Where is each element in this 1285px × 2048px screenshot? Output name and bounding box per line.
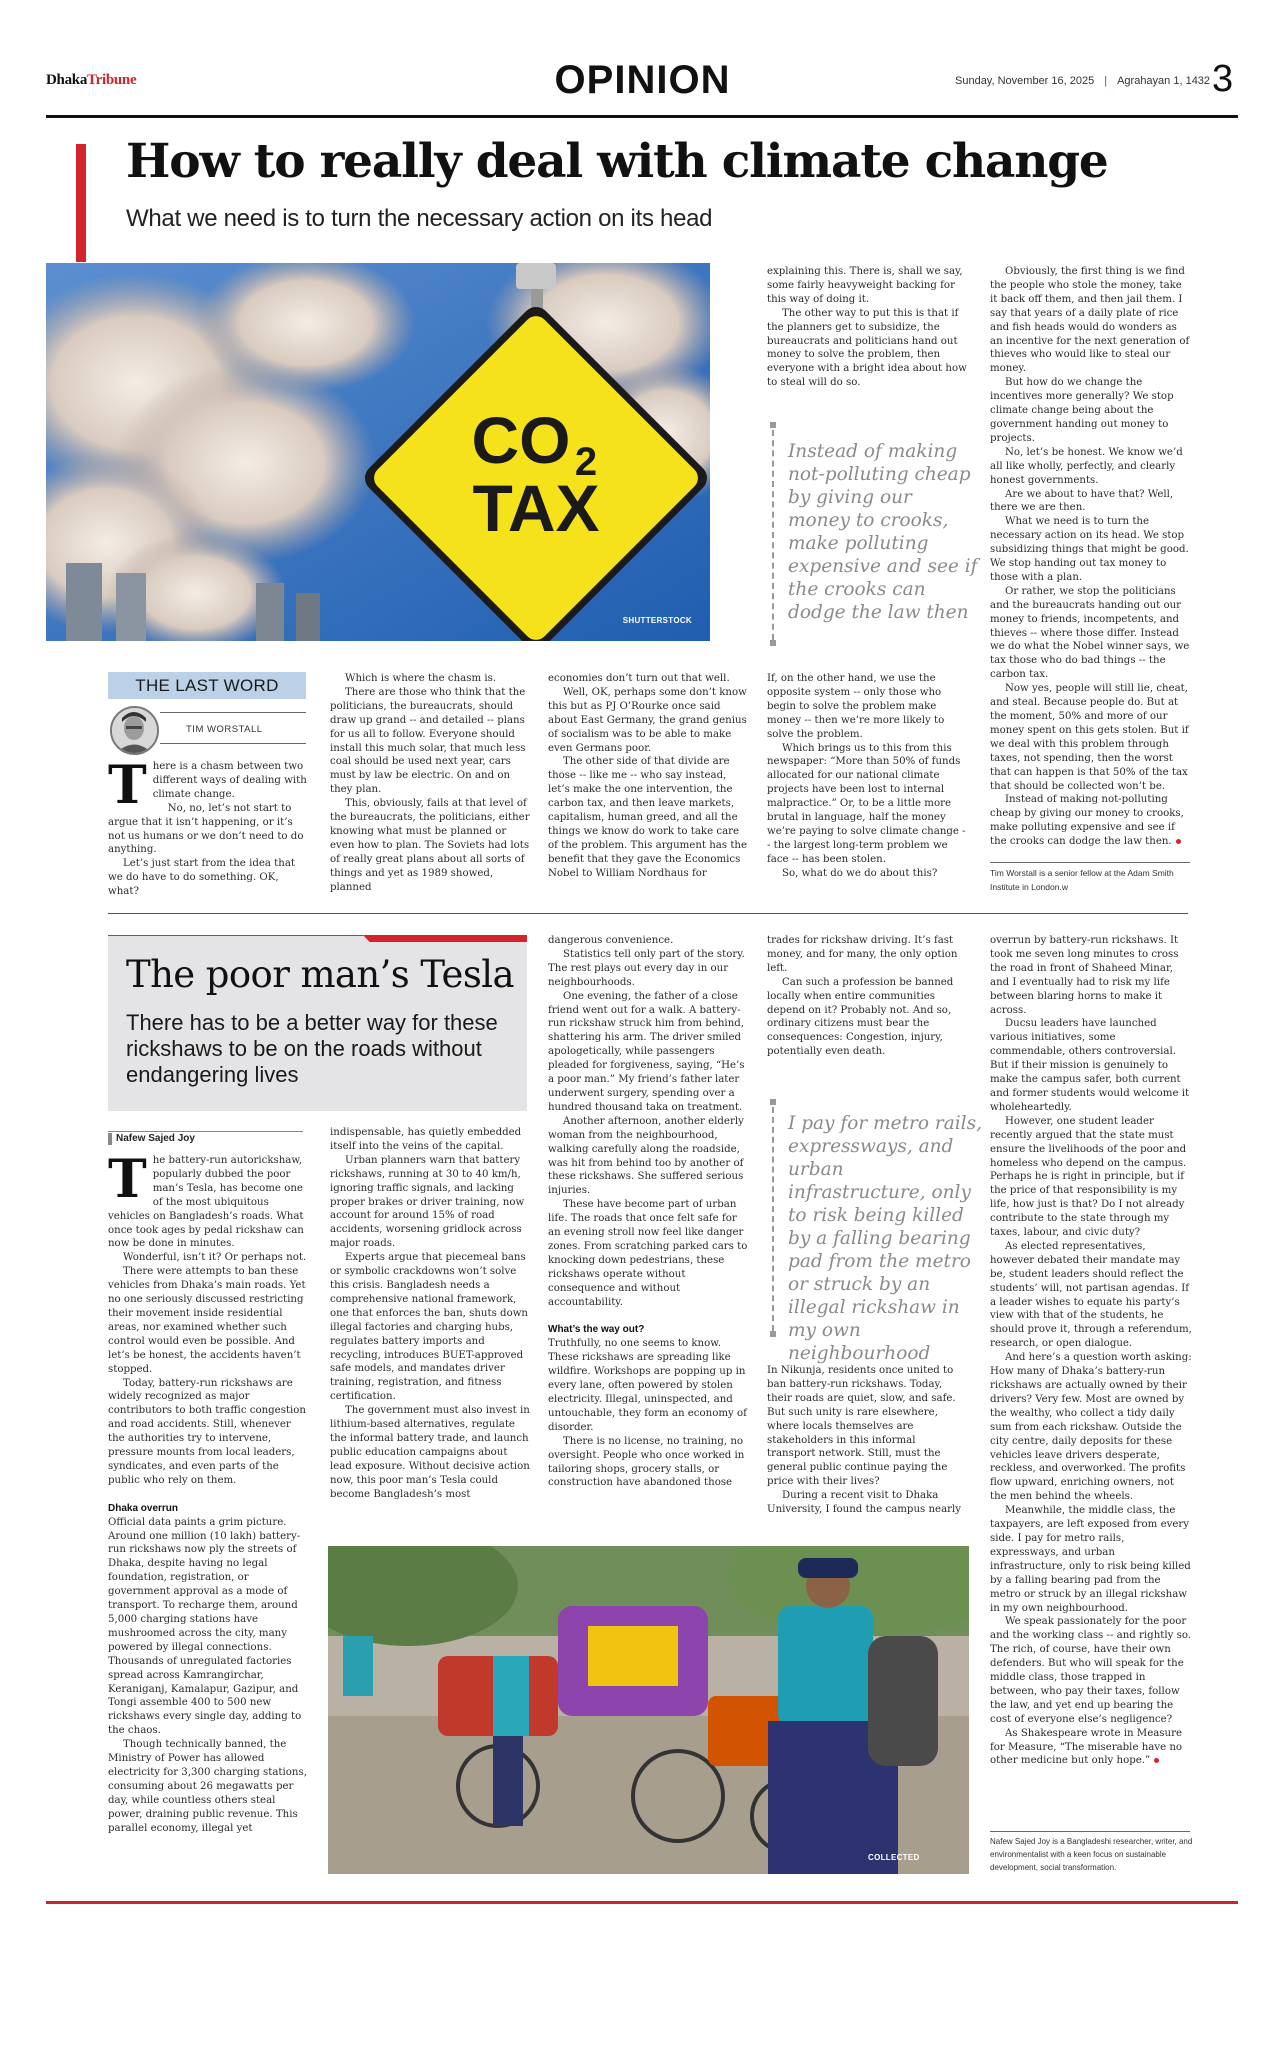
article2-headline[interactable]: The poor man’s Tesla (126, 953, 514, 996)
article2-pull-quote: I pay for metro rails, expressways, and urban infrastructure, only to risk being killed by a falling bearing pad from the metro or struck by an illegal rickshaw in my own neighbourhood (788, 1113, 982, 1364)
logo-dhaka: Dhaka (46, 72, 88, 88)
paragraph: No, let’s be honest. We know we’d all like wholly, perfectly, and clearly honest governments. (990, 446, 1183, 486)
dateline-separator: | (1104, 75, 1108, 87)
date: Sunday, November 16, 2025 (955, 75, 1095, 87)
end-mark-icon (1154, 1758, 1159, 1763)
article2-col4-bottom (767, 1364, 967, 1517)
byline-rule-bottom (160, 743, 306, 744)
byline2-mark (108, 1133, 112, 1145)
paragraph: Truthfully, no one seems to know. These rickshaws are spreading like wildfire. Workshops are popping up in every lane, often powered by stolen electricity. Illegal, uninspected, and untouchable, they form an economy of disorder. (548, 1338, 747, 1433)
article1-col4-top (767, 265, 967, 390)
article-divider (108, 913, 1188, 914)
paragraph: If, on the other hand, we use the opposite system -- only those who begin to solve the problem make money -- then we’re more likely to solve the problem. (767, 673, 945, 740)
paragraph: We speak passionately for the poor and the working class -- and rightly so. The rich, of course, have their own defenders. But who will speak for the middle class, those trapped in between, who pay their taxes, follow the law, and yet end up bearing the cost of everyone else’s negligence? (990, 1616, 1192, 1725)
article2-col2 (330, 1126, 530, 1501)
paragraph: And here’s a question worth asking: How many of Dhaka’s battery-run rickshaws are actually owned by their drivers? Very few. Most are owned by the wealthy, who collect a tidy daily sum from each rickshaw. Outside the city centre, daily deposits for these vehicles leave drivers desperate, reckless, and overworked. The profits flow upward, enriching owners, not the men behind the wheels. (990, 1352, 1192, 1503)
article1-col2 (330, 672, 530, 895)
paragraph: Let’s just start from the idea that we do have to do something. OK, what? (108, 858, 296, 898)
paragraph: The other side of that divide are those -- like me -- who say instead, let’s make the one intervention, the carbon tax, and then leave markets, capitalism, human greed, and all the things we know do work to take care of the problem. This argument has the benefit that they gave the Economics Nobel to William Nordhaus for (548, 756, 748, 879)
article1-col4-bottom (767, 672, 967, 881)
lead-text: here is a chasm between two different ways of dealing with climate change. (152, 761, 307, 800)
author-note-rule (990, 1831, 1190, 1832)
paragraph: Statistics tell only part of the story. The rest plays out every day in our neighbourhoods. (548, 948, 745, 988)
article1-headline[interactable]: How to really deal with climate change (126, 134, 1108, 189)
article2-author-note: Nafew Sajed Joy is a Bangladeshi researcher, writer, and environmentalist with a keen focus on sustainable development, social transformation. (990, 1837, 1193, 1872)
paragraph: No, no, let’s not start to argue that it isn’t happening, or it’s not us humans or we don’t need to do anything. (108, 802, 304, 856)
paragraph: As elected representatives, however debated their mandate may be, student leaders should reflect the students’ will, not partisan agendas. If a leader wishes to equate his party’s view with that of the students, he should prove it, through a referendum, research, or open dialogue. (990, 1240, 1192, 1350)
closing-text: Instead of making not-polluting cheap by giving our money to crooks, make polluting expensive and see if the crooks can dodge the law then. (990, 794, 1184, 848)
paragraph: Wonderful, isn’t it? Or perhaps not. (123, 1252, 307, 1264)
dateline (955, 75, 1210, 87)
rickshaw-scene-illustration (328, 1546, 969, 1874)
subhead: What’s the way out? (548, 1324, 645, 1336)
paragraph: Today, battery-run rickshaws are widely recognized as major contributors to both traffic congestion and road accidents. Still, whenever the authorities try to intervene, pressure mounts from local leaders, syndicates, and even parts of the public who rely on them. (108, 1377, 306, 1486)
paragraph: indispensable, has quietly embedded itself into the veins of the capital. (330, 1127, 522, 1152)
article1-standfirst: What we need is to turn the necessary action on its head (126, 205, 713, 232)
paragraph: Can such a profession be banned locally when entire communities depend on it? Probably not. And so, ordinary citizens must bear the consequences: Congestion, injury, potentially even death. (767, 976, 954, 1058)
paragraph: Are we about to have that? Well, there we are then. (990, 488, 1174, 514)
article1-pull-quote: Instead of making not-polluting cheap by giving our money to crooks, make polluting expensive and see if the crooks can dodge the law then (788, 441, 978, 623)
paragraph: Ducsu leaders have launched various initiatives, some commendable, others controversial. But if their mission is genuinely to make the campus safer, both current and former students would welcome it wholeheartedly. (990, 1018, 1190, 1113)
article1-author: TIM WORSTALL (186, 724, 263, 735)
drop-cap: T (108, 755, 147, 816)
paragraph: The government must also invest in lithium-based alternatives, regulate the informal battery trade, and launch public education campaigns about lead exposure. Without decisive action now, this poor man’s Tesla could become Bangladesh’s most (330, 1405, 530, 1500)
paragraph: trades for rickshaw driving. It’s fast money, and for many, the only option left. (767, 935, 958, 974)
paragraph (108, 1149, 308, 1251)
paragraph: Official data paints a grim picture. Around one million (10 lakh) battery-run rickshaws now ply the streets of Dhaka, despite having no legal foundation, registration, or government approval as a mode of transport. To recharge them, around 5,000 charging stations have mushroomed across the city, many powered by illegal connections. Thousands of unregulated factories spread across Kamrangirchar, Keraniganj, Kamalapur, Gazipur, and Tongi assemble 400 to 500 new rickshaws every single day, adding to the chaos. (108, 1516, 302, 1737)
paragraph: However, one student leader recently argued that the state must ensure the livelihoods of the poor and homeless who depend on the campus. Perhaps he is right in principle, but if the price of that responsibility is my life, how just is that? Do I not already contribute to the state through my taxes, labour, and civic duty? (990, 1115, 1187, 1239)
co2-tax-photo (46, 263, 710, 641)
article1-col3 (548, 672, 748, 881)
pull-quote-cap-icon (770, 1331, 776, 1337)
paragraph: Now yes, people will still lie, cheat, and steal. Because people do. But at the moment, 50% and more of our money spent on this gets stolen. But if we deal with this problem through taxes, not spending, then the worst that can happen is that 50% of the tax that should be collected won’t be. (990, 683, 1189, 792)
sign-subscript: 2 (574, 440, 598, 484)
paragraph: What we need is to turn the necessary action on its head. We stop subsidizing things that might be good. We stop handing out tax money to those with a plan. (990, 516, 1189, 583)
paragraph: Another afternoon, another elderly woman from the neighbourhood, walking carefully along the roadside, was hit from behind too by another of these rickshaws. She suffered serious injuries. (548, 1115, 744, 1197)
paragraph: These have become part of urban life. The roads that once felt safe for an evening stroll now feel like danger zones. From scratching parked cars to knocking down pedestrians, these rickshaws operate without consequence and without accountability. (548, 1199, 748, 1308)
headline-accent-bar (76, 144, 86, 262)
author-note-rule (990, 862, 1190, 863)
paragraph: Or rather, we stop the politicians and the bureaucrats handing out our money to friends, incompetents, and thieves -- where those differ. Instead we do what the Nobel winner says, we tax those who do bad things -- the carbon tax. (990, 585, 1190, 681)
author-avatar (110, 706, 159, 755)
photo2-credit: COLLECTED (868, 1853, 920, 1862)
article1-col1 (108, 755, 308, 899)
paragraph: Though technically banned, the Ministry of Power has allowed electricity for 3,300 charging stations, consuming about 26 megawatts per day, while countless others steal power, draining public revenue. This parallel economy, illegal yet (108, 1739, 307, 1834)
date-bangla: Agrahayan 1, 1432 (1117, 75, 1211, 87)
article2-col5 (990, 934, 1192, 1768)
pull-quote-rule (772, 430, 774, 640)
sign-co: CO (471, 403, 571, 477)
paragraph: Meanwhile, the middle class, the taxpayers, are left exposed from every side. I pay for metro rails, expressways, and urban infrastructure, only to risk being killed by a falling bearing pad from the metro or struck by an illegal rickshaw in my own neighbourhood. (990, 1505, 1191, 1614)
paragraph: Obviously, the first thing is we find the people who stole the money, take it back off them, and then jail them. I say that years of a daily plate of rice and fish heads would do wonders as an incentive for the next generation of thieves who would like to steal our money. (990, 266, 1190, 375)
paragraph: In Nikunja, residents once united to ban battery-run rickshaws. Today, their roads are quiet, slow, and safe. But such unity is rare elsewhere, where locals themselves are stakeholders in this informal transport network. Still, must the general public continue paying the price with their lives? (767, 1365, 956, 1488)
article2-author: Nafew Sajed Joy (116, 1133, 195, 1144)
article2-standfirst: There has to be a better way for these rickshaws to be on the roads without endangering lives (126, 1010, 498, 1087)
byline-rule-top (160, 712, 306, 713)
column-label: THE LAST WORD (108, 672, 306, 699)
byline2-rule (108, 1131, 303, 1132)
pull-quote-cap-icon (770, 422, 776, 428)
paragraph: There were attempts to ban these vehicles from Dhaka’s main roads. Yet no one seriously discussed restricting their movement inside residential areas, nor examined whether such control would even be possible. And let’s be honest, the accidents haven’t stopped. (108, 1266, 306, 1375)
article1-col5 (990, 265, 1192, 849)
article1-author-note: Tim Worstall is a senior fellow at the Adam Smith Institute in London.w (990, 868, 1174, 892)
article2-col4-top (767, 934, 967, 1059)
page-number: 3 (1212, 58, 1234, 100)
pull-quote-cap-icon (770, 1099, 776, 1105)
paragraph (990, 1727, 1192, 1769)
closing-text: As Shakespeare wrote in Measure for Measure, “The miserable have no other medicine but only hope.” (990, 1727, 1183, 1767)
logo-tribune: Tribune (87, 72, 137, 88)
paragraph: During a recent visit to Dhaka University, I found the campus nearly (767, 1490, 962, 1516)
paragraph: economies don’t turn out that well. (548, 673, 730, 684)
paragraph: explaining this. There is, shall we say, some fairly heavyweight backing for this way of doing it. (767, 266, 963, 305)
paragraph: There is no license, no training, no oversight. People who once worked in tailoring shops, grocery stalls, or construction have abandoned those (548, 1435, 745, 1489)
header-box-rule (108, 935, 363, 936)
paragraph: The other way to put this is that if the planners get to subsidize, the bureaucrats and politicians hand out money to solve the problem, then everyone with a bright idea about how to steal will do so. (767, 307, 967, 389)
paragraph: Well, OK, perhaps some don’t know this but as PJ O’Rourke once said about East Germany, the grand genius of socialism was to be able to make even Germans poor. (548, 686, 747, 754)
lead-text: he battery-run autorickshaw, popularly dubbed the poor man’s Tesla, has become one of the most ubiquitous vehicles on Bangladesh’s roads. What once took ages by pedal rickshaw can now be done in minutes. (108, 1155, 304, 1250)
paragraph: Which brings us to this from this newspaper: “More than 50% of funds allocated for our national climate projects have been lost to internal malpractice.” Or, to be a little more brutal in language, half the money we’re paying to solve climate change -- the largest long-term problem we face -- has been stolen. (767, 742, 966, 865)
paragraph: There are those who think that the politicians, the bureaucrats, should draw up grand -- and detailed -- plans for us all to follow. Everyone should install this much solar, that much less coal should be used next year, cars must by law be electric. On and on they plan. (330, 686, 526, 796)
subhead: Dhaka overrun (108, 1502, 179, 1514)
article2-col3 (548, 934, 748, 1490)
paragraph: Urban planners warn that battery rickshaws, running at 30 to 40 km/h, ignoring traffic signals, and lacking proper brakes or driver training, now account for around 15% of road accidents, worsening gridlock across major roads. (330, 1154, 525, 1250)
section-title: OPINION (554, 58, 731, 102)
page-bottom-rule (46, 1901, 1238, 1904)
masthead-rule (46, 115, 1238, 118)
pull-quote-rule (772, 1107, 774, 1331)
paragraph: One evening, the father of a close friend went out for a walk. A battery-run rickshaw struck him from behind, shattering his arm. The driver smiled apologetically, while passengers pleaded for forgiveness, saying, “He’s a poor man.” My friend’s father later underwent surgery, spending over a hundred thousand taka on treatment. (548, 990, 745, 1113)
paragraph: Experts argue that piecemeal bans or symbolic crackdowns won’t solve this crisis. Bangladesh needs a comprehensive national framework, one that enforces the ban, shuts down illegal factories and charging hubs, regulates battery imports and recycling, introduces BUET-approved safe models, and mandates driver training, registration, and fitness certification. (330, 1252, 528, 1403)
paragraph (108, 755, 308, 816)
end-mark-icon (1176, 839, 1181, 844)
paragraph: Which is where the chasm is. (345, 673, 497, 684)
paragraph: So, what do we do about this? (782, 867, 938, 879)
rickshaw-photo (328, 1546, 969, 1874)
paragraph (990, 793, 1192, 849)
paragraph: But how do we change the incentives more generally? We stop climate change being about the government handing out money to projects. (990, 377, 1174, 444)
author-portrait-icon (112, 708, 157, 753)
article2-col1 (108, 1149, 308, 1836)
sign-tax: TAX (472, 471, 600, 545)
paragraph: overrun by battery-run rickshaws. It took me seven long minutes to cross the road in front of Shaheed Minar, and I eventually had to risk my life between blaring horns to make it across. (990, 935, 1179, 1016)
header-box-accent (363, 935, 527, 942)
photo1-credit: SHUTTERSTOCK (622, 616, 692, 625)
co2-tax-illustration (46, 263, 710, 641)
paragraph: This, obviously, fails at that level of the bureaucrats, the politicians, either knowing what must be planned or even how to plan. The Soviets had lots of really great plans about all sorts of things and yet as 1989 showed, planned (330, 798, 530, 893)
pull-quote-cap-icon (770, 640, 776, 646)
drop-cap: T (108, 1149, 147, 1210)
paragraph: dangerous convenience. (548, 935, 674, 946)
